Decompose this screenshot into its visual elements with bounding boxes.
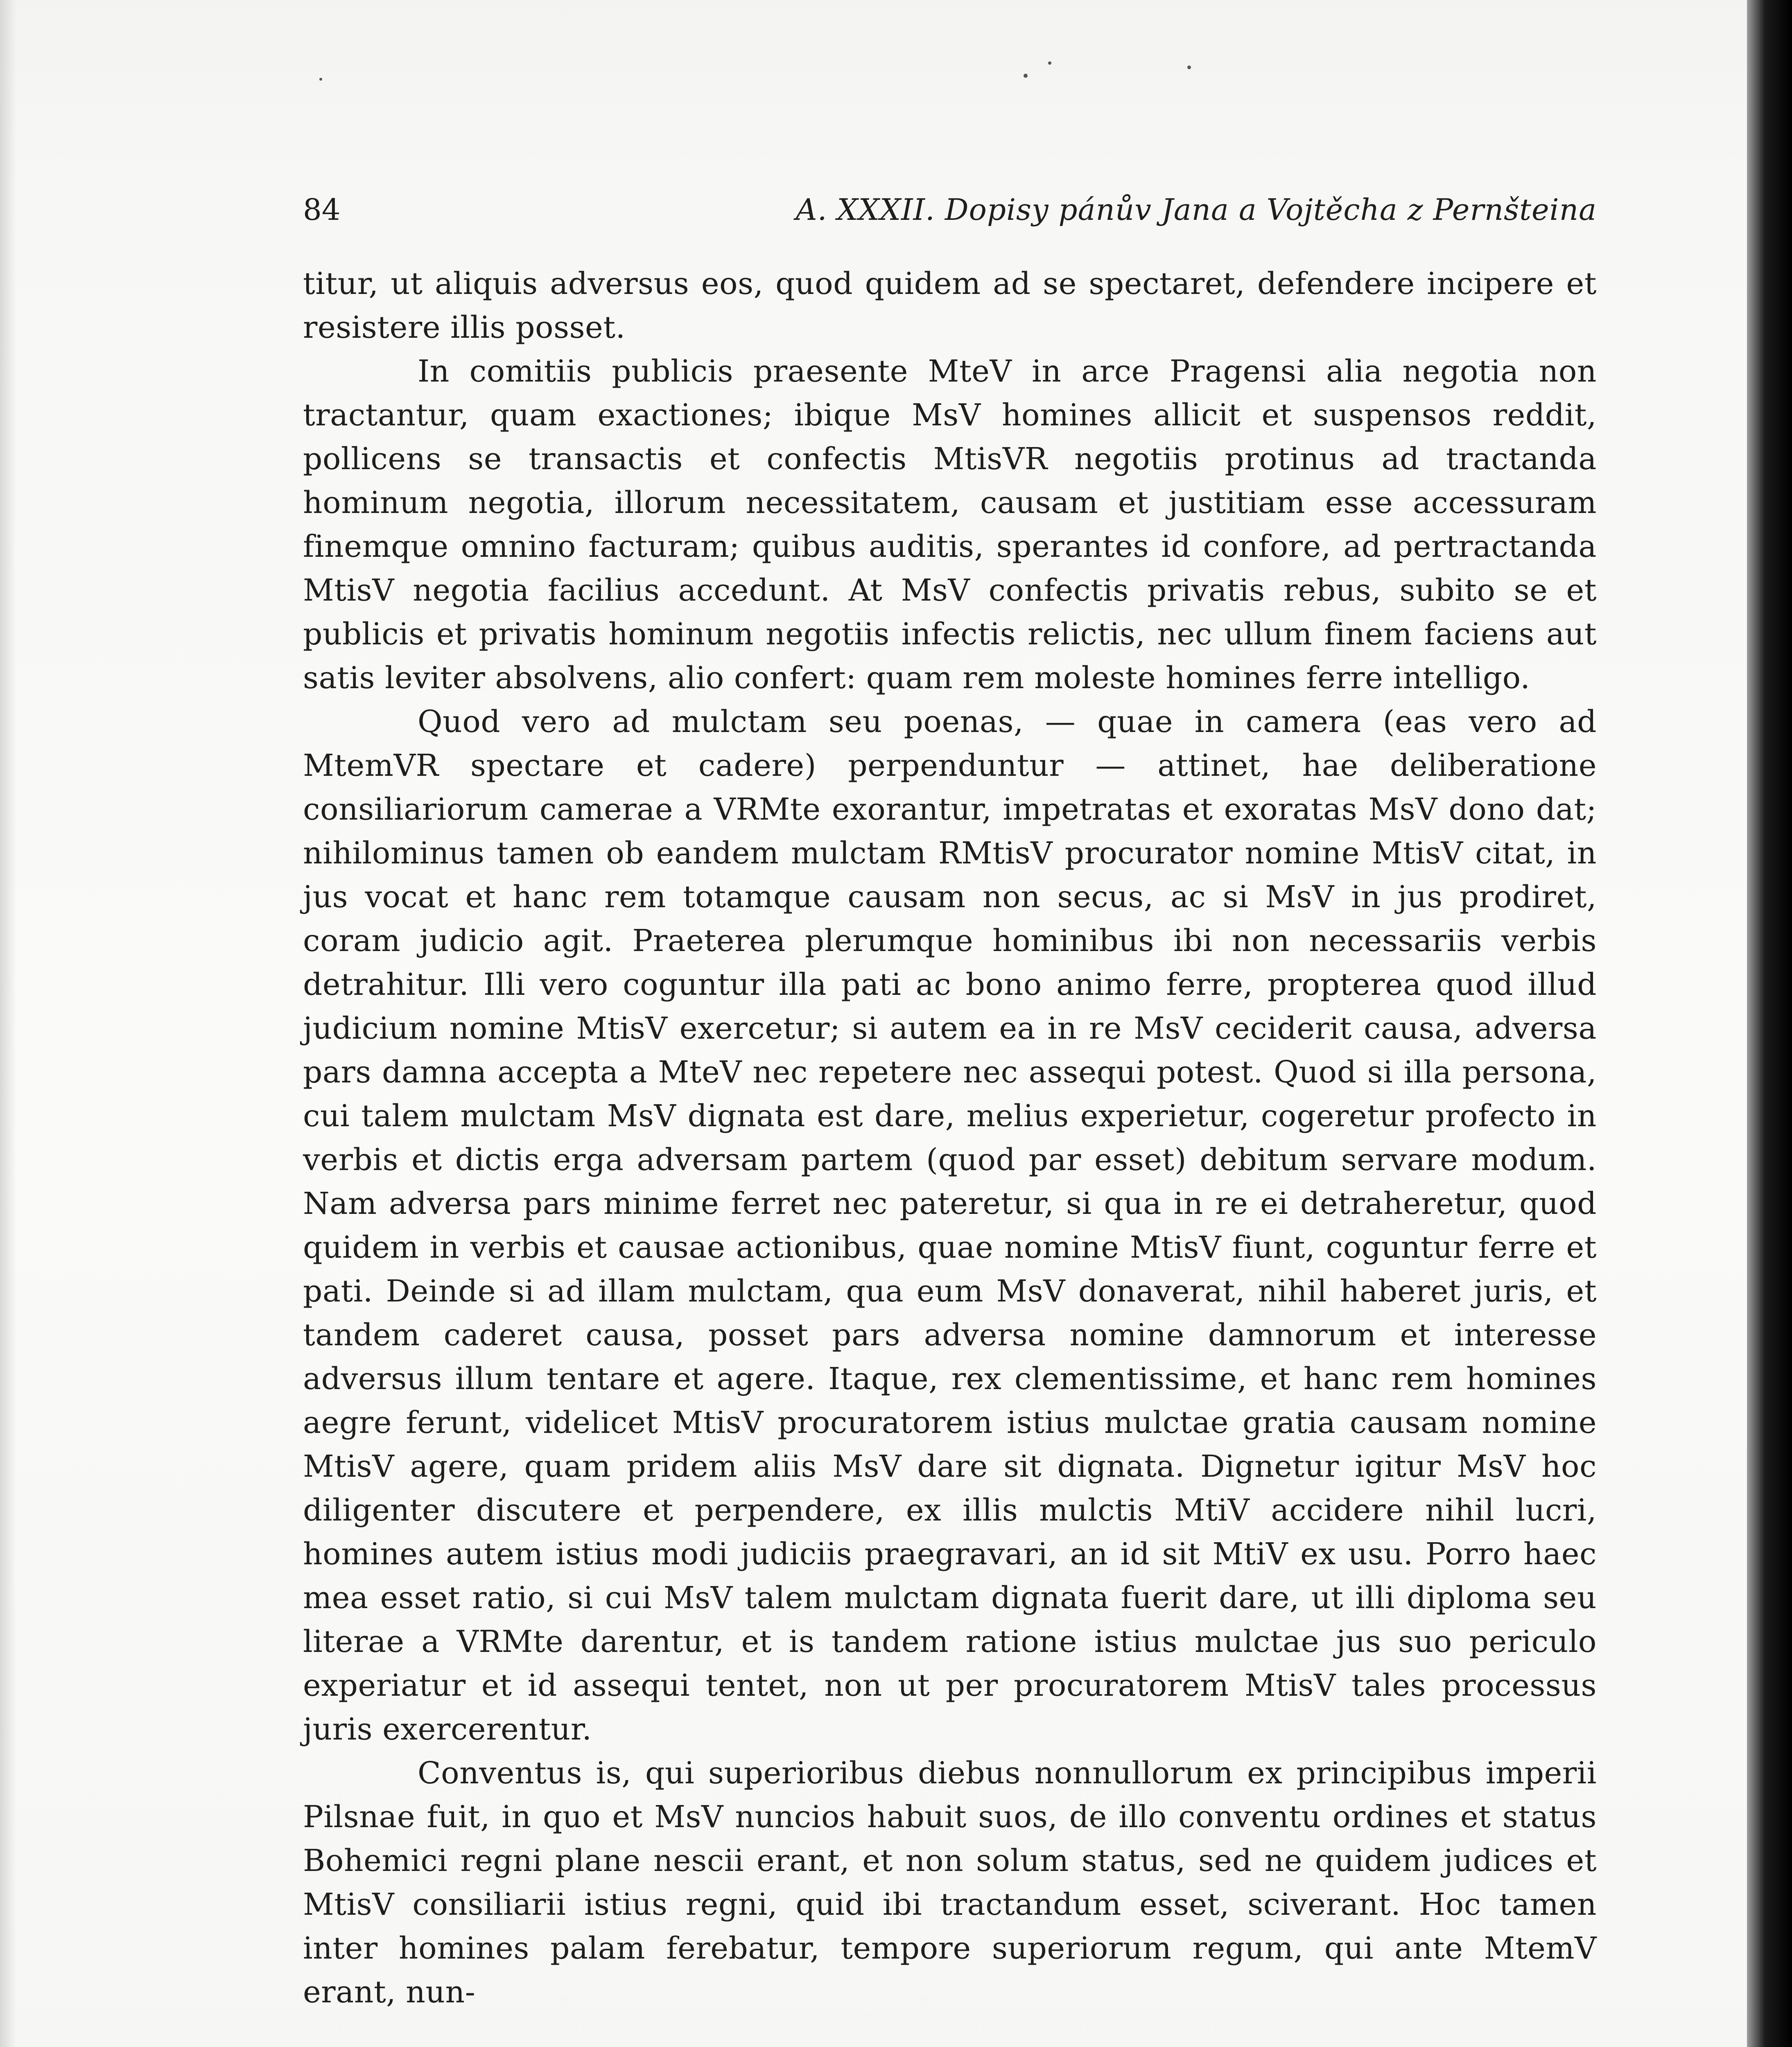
right-edge-shadow bbox=[1747, 0, 1792, 2047]
running-header bbox=[303, 192, 1597, 237]
scan-speck bbox=[1187, 66, 1191, 69]
paragraph-continued: titur, ut aliquis adversus eos, quod quidem ad se spectaret, defendere incipere et resistere illis posset. bbox=[303, 266, 1597, 345]
scan-speck bbox=[1024, 74, 1028, 78]
body-text bbox=[303, 262, 1597, 2014]
running-title: A. XXXII. Dopisy pánův Jana a Vojtěcha z Pernšteina bbox=[795, 192, 1597, 227]
paragraph: Conventus is, qui superioribus diebus nonnullorum ex principibus imperii Pilsnae fuit, in quo et MsV nuncios habuit suos, de illo conventu ordines et status Bohemici regni plane nescii erant, et non solum status, sed ne quidem judices et MtisV consiliarii istius regni, quid ibi tractandum esset, sciverant. Hoc tamen inter homines palam ferebatur, tempore superiorum regum, qui ante MtemV erant, nun- bbox=[303, 1756, 1597, 2010]
page-number: 84 bbox=[303, 192, 341, 227]
left-edge-shadow bbox=[0, 0, 16, 2047]
document-page bbox=[303, 192, 1597, 2014]
scan-speck bbox=[1048, 61, 1051, 65]
paragraph: Quod vero ad mulctam seu poenas, — quae in camera (eas vero ad MtemVR spectare et cadere) perpenduntur — attinet, hae deliberatione consiliariorum camerae a VRMte exorantur, impetratas et exoratas MsV dono dat; nihilominus tamen ob eandem mulctam RMtisV procurator nomine MtisV citat, in jus vocat et hanc rem totamque causam non secus, ac si MsV in jus prodiret, coram judicio agit. Praeterea plerumque hominibus ibi non necessariis verbis detrahitur. Illi vero coguntur illa pati ac bono animo ferre, propterea quod illud judicium nomine MtisV exercetur; si autem ea in re MsV ceciderit causa, adversa pars damna accepta a MteV nec repetere nec assequi potest. Quod si illa persona, cui talem mulctam MsV dignata est dare, melius experietur, cogeretur profecto in verbis et dictis erga adversam partem (quod par esset) debitum servare modum. Nam adversa pars minime ferret nec pateretur, si qua in re ei detraheretur, quod quidem in verbis et causae actionibus, quae nomine MtisV fiunt, coguntur ferre et pati. Deinde si ad illam mulctam, qua eum MsV donaverat, nihil haberet juris, et tandem caderet causa, posset pars adversa nomine damnorum et interesse adversus illum tentare et agere. Itaque, rex clementissime, et hanc rem homines aegre ferunt, videlicet MtisV procuratorem istius mulctae gratia causam nomine MtisV agere, quam pridem aliis MsV dare sit dignata. Dignetur igitur MsV hoc diligenter discutere et perpendere, ex illis mulctis MtiV accidere nihil lucri, homines autem istius modi judiciis praegravari, an id sit MtiV ex usu. Porro haec mea esset ratio, si cui MsV talem mulctam dignata fuerit dare, ut illi diploma seu literae a VRMte darentur, et is tandem ratione istius mulctae jus suo periculo experiatur et id assequi tentet, non ut per procuratorem MtisV tales processus juris exercerentur. bbox=[303, 704, 1597, 1747]
scan-speck bbox=[319, 78, 322, 81]
paragraph: In comitiis publicis praesente MteV in arce Pragensi alia negotia non tractantur, quam exactiones; ibique MsV homines allicit et suspensos reddit, pollicens se transactis et confectis MtisVR negotiis protinus ad tractanda hominum negotia, illorum necessitatem, causam et justitiam esse accessuram finemque omnino facturam; quibus auditis, sperantes id confore, ad pertractanda MtisV negotia facilius accedunt. At MsV confectis privatis rebus, subito se et publicis et privatis hominum negotiis infectis relictis, nec ullum finem faciens aut satis leviter absolvens, alio confert: quam rem moleste homines ferre intelligo. bbox=[303, 354, 1597, 696]
